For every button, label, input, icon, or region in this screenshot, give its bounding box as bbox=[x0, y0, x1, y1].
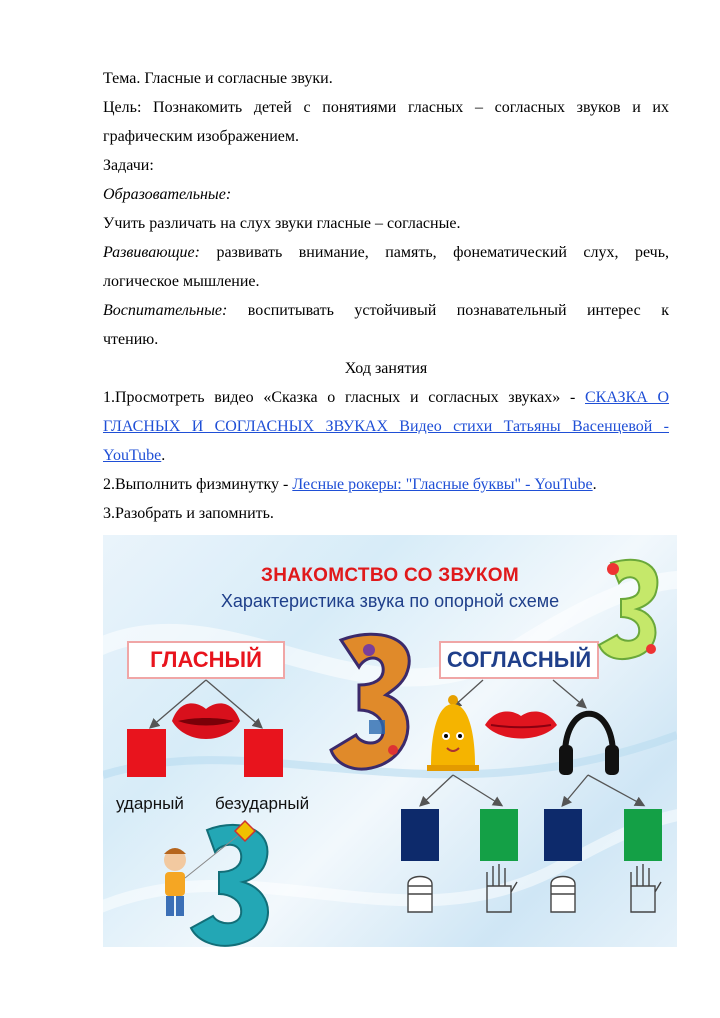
vowel-box: ГЛАСНЫЙ bbox=[127, 641, 285, 679]
developmental-line-cont: логическое мышление. bbox=[103, 273, 260, 290]
step3-line: 3.Разобрать и запомнить. bbox=[103, 505, 274, 522]
developmental-line: Развивающие: развивать внимание, память, фонематический слух, речь, bbox=[103, 244, 669, 261]
upbringing-label: Воспитательные: bbox=[103, 302, 228, 319]
fairy-tale-video-link[interactable]: СКАЗКА О bbox=[585, 389, 670, 406]
hand-signs bbox=[103, 535, 677, 947]
educational-text: Учить различать на слух звуки гласные – согласные. bbox=[103, 215, 461, 232]
fist-icon bbox=[408, 877, 432, 913]
fist-icon-2 bbox=[551, 877, 575, 913]
course-heading: Ход занятия bbox=[344, 360, 428, 377]
lesson-text bbox=[103, 64, 669, 528]
exercise-video-link[interactable]: Лесные рокеры: "Гласные буквы" - YouTube bbox=[292, 476, 593, 493]
goal-line: Цель: Познакомить детей с понятиями гласных – согласных звуков и их bbox=[103, 99, 669, 116]
slide-subtitle: Характеристика звука по опорной схеме bbox=[220, 591, 560, 611]
open-palm-icon bbox=[487, 864, 517, 912]
educational-label: Образовательные: bbox=[103, 186, 232, 203]
unstressed-label: безударный bbox=[215, 794, 310, 813]
developmental-label: Развивающие: bbox=[103, 244, 200, 261]
open-palm-icon-2 bbox=[631, 864, 661, 912]
goal-line-cont: графическим изображением. bbox=[103, 128, 300, 145]
fairy-tale-video-link-end[interactable]: YouTube bbox=[103, 447, 162, 464]
upbringing-line-cont: чтению. bbox=[103, 331, 159, 348]
slide-title: ЗНАКОМСТВО СО ЗВУКОМ bbox=[261, 565, 519, 586]
tasks-heading: Задачи: bbox=[103, 157, 154, 174]
step2-line: 2.Выполнить физминутку - Лесные рокеры: "Гласные буквы" - YouTube. bbox=[103, 476, 597, 493]
step1-line-end: YouTube. bbox=[103, 447, 166, 464]
sound-scheme-slide bbox=[103, 535, 677, 947]
step1-line-cont bbox=[103, 412, 669, 441]
stressed-label: ударный bbox=[116, 794, 184, 813]
consonant-box: СОГЛАСНЫЙ bbox=[439, 641, 599, 679]
step1-line: 1.Просмотреть видео «Сказка о гласных и согласных звуках» - СКАЗКА О bbox=[103, 389, 670, 406]
upbringing-line: Воспитательные: воспитывать устойчивый познавательный интерес к bbox=[103, 302, 669, 319]
fairy-tale-video-link-cont[interactable]: ГЛАСНЫХ И СОГЛАСНЫХ ЗВУКАХ Видео стихи Татьяны Васенцевой - bbox=[103, 418, 669, 435]
topic-line: Тема. Гласные и согласные звуки. bbox=[103, 70, 333, 87]
